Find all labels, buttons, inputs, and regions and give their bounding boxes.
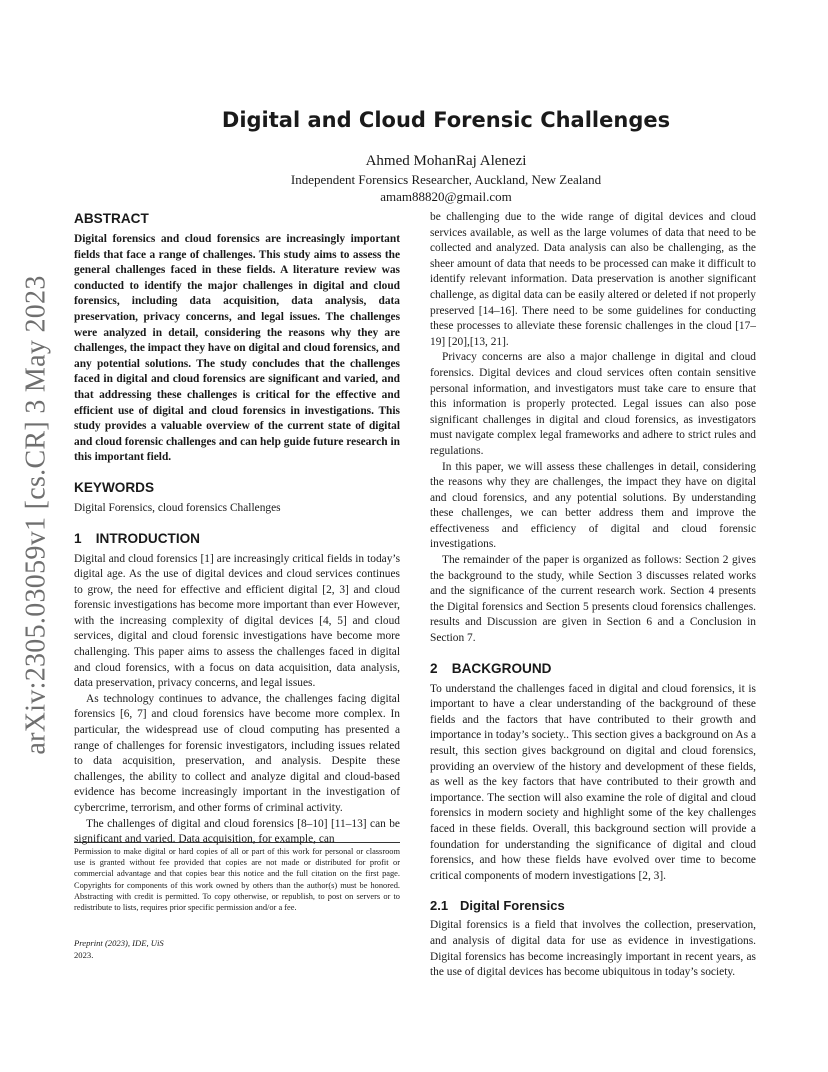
abstract-text: Digital forensics and cloud forensics are increasingly important fields that face a range of challenges. This study aims to assess the general challenges faced in these fields. A literature review was conducted to identify the major challenges in digital and cloud forensics, including data acquisition, data analysis, data preservation, privacy concerns, and legal issues. The challenges were analyzed in detail, considering the reasons why they are challenges, the impact they have on digital and cloud forensics, and any potential solutions. The study concludes that the challenges faced in digital and cloud forensics are significant and varied, and that addressing these challenges is critical for the effective and efficient use of digital and cloud forensics in investigations. This study provides a valuable overview of the current state of digital and cloud forensic challenges and can help guide future research in this important field. (74, 233, 400, 464)
background-title: BACKGROUND (451, 660, 552, 676)
preprint-info (74, 938, 400, 961)
digital-forensics-paragraph-1: Digital forensics is a field that involves the collection, preservation, and analysis of digital data for use as evidence in investigations. Digital forensics has become increasingly important in recent years, as the use of digital devices has become ubiquitous in today’s society. (430, 919, 756, 979)
keywords-heading: KEYWORDS (74, 479, 155, 495)
paper-title: Digital and Cloud Forensic Challenges (221, 108, 671, 132)
intro-paragraph-3-continued: be challenging due to the wide range of digital devices and cloud services available, as well as the large volumes of data that need to be collected and analyzed. Data analysis can also be challenging, as the sheer amount of data that needs to be processed can make it difficult to identify relevant information. Data preservation is another significant challenge, as digital data can be easily altered or deleted if not properly preserved [14–16]. There need to be some guidelines for conducting these processes to alleviate these forensic challenges in the cloud [17–19] [20],[13, 21]. (430, 211, 756, 348)
background-number: 2 (430, 660, 438, 676)
author-email: amam88820@gmail.com (380, 189, 512, 204)
intro-paragraph-1: Digital and cloud forensics [1] are increasingly critical fields in today’s digital age. As the use of digital devices and cloud services continues to grow, the need for effective and efficient digital [2, 3] and cloud forensic investigations has become more important than ever However, with the increasing complexity of digital devices [4, 5] and cloud services, digital and cloud forensic investigations have become more challenging. This paper aims to assess the challenges faced in digital and cloud forensics, with a focus on data acquisition, data analysis, data preservation, privacy concerns, and legal issues. (74, 552, 400, 690)
keywords-text: Digital Forensics, cloud forensics Challenges (74, 501, 281, 514)
preprint-year: 2023. (74, 949, 94, 960)
right-column (430, 210, 756, 981)
intro-paragraph-6: The remainder of the paper is organized as follows: Section 2 gives the background to the study, while Section 3 discusses related works and the significance of the current research work. Section 4 presents the Digital forensics and Section 5 presents cloud forensics challenges. results and Discussion are given in Section 6 and a Conclusion in Section 7. (430, 554, 756, 645)
arxiv-identifier (20, 275, 54, 755)
preprint-venue: Preprint (2023), IDE, UiS (74, 938, 164, 948)
permission-footnote (74, 842, 400, 913)
author-affiliation: Independent Forensics Researcher, Auckland, New Zealand (290, 172, 602, 187)
left-column (74, 210, 400, 848)
intro-paragraph-2: As technology continues to advance, the challenges facing digital forensics [6, 7] and cloud forensics have become more complex. In particular, the widespread use of cloud computing has presented a range of challenges for forensic investigators, including issues related to data acquisition, preservation, and analysis. Despite these challenges, the ability to collect and analyze digital and cloud-based evidence has become increasingly important in the investigation of cybercrime, terrorism, and other forms of criminal activity. (74, 692, 400, 814)
background-paragraph-1: To understand the challenges faced in digital and cloud forensics, it is important to have a clear understanding of the background of these fields and the factors that have contributed to their growth and importance in today’s society.. This section gives a background on As a result, this section gives background on digital and cloud forensics, providing an overview of the history and development of these fields, as well as the key factors that have contributed to their growth and importance. The section will also examine the role of digital and cloud forensics in modern society and highlight some of the key challenges faced in these fields. Overall, this background section will provide a foundation for understanding the significance of digital and cloud forensics, and how these fields have evolved over time to become critical components of modern investigations [2, 3]. (430, 682, 756, 882)
intro-heading (74, 530, 400, 548)
digital-forensics-title: Digital Forensics (460, 898, 565, 914)
background-heading (430, 660, 756, 678)
abstract-heading: ABSTRACT (74, 211, 149, 226)
intro-title: INTRODUCTION (95, 530, 200, 546)
permission-text: Permission to make digital or hard copies of all or part of this work for personal or classroom use is granted without fee provided that copies are not made or distributed for profit or commercial advantage and that copies bear this notice and the full citation on the first page. Copyrights for components of this work owned by others than the author(s) must be honored. Abstracting with credit is permitted. To copy otherwise, or republish, to post on servers or to redistribute to lists, requires prior specific permission and/or a fee. (74, 847, 400, 913)
intro-number: 1 (74, 530, 82, 546)
intro-paragraph-5: In this paper, we will assess these challenges in detail, considering the reasons why they are challenges, the impact they have on digital and cloud forensics, and any potential solutions. By understanding these challenges, we can better address them and improve the effectiveness and efficiency of digital and cloud forensic investigations. (430, 460, 756, 551)
digital-forensics-number: 2.1 (430, 898, 449, 914)
arxiv-identifier-text: arXiv:2305.03059v1 [cs.CR] 3 May 2023 (21, 275, 52, 755)
intro-paragraph-4: Privacy concerns are also a major challenge in digital and cloud forensics. Digital devices and cloud services often contain sensitive personal information, and investigators must take care to ensure that this information is properly protected. Legal issues can also pose significant challenges in digital and cloud forensics, as investigators must navigate complex legal frameworks and adhere to strict rules and regulations. (430, 351, 756, 457)
digital-forensics-heading (430, 897, 756, 914)
intro-paragraph-3: The challenges of digital and cloud forensics [8–10] [11–13] can be significant and varied. Data acquisition, for example, can (74, 817, 400, 846)
author-block (74, 152, 818, 205)
author-name: Ahmed MohanRaj Alenezi (365, 153, 527, 169)
